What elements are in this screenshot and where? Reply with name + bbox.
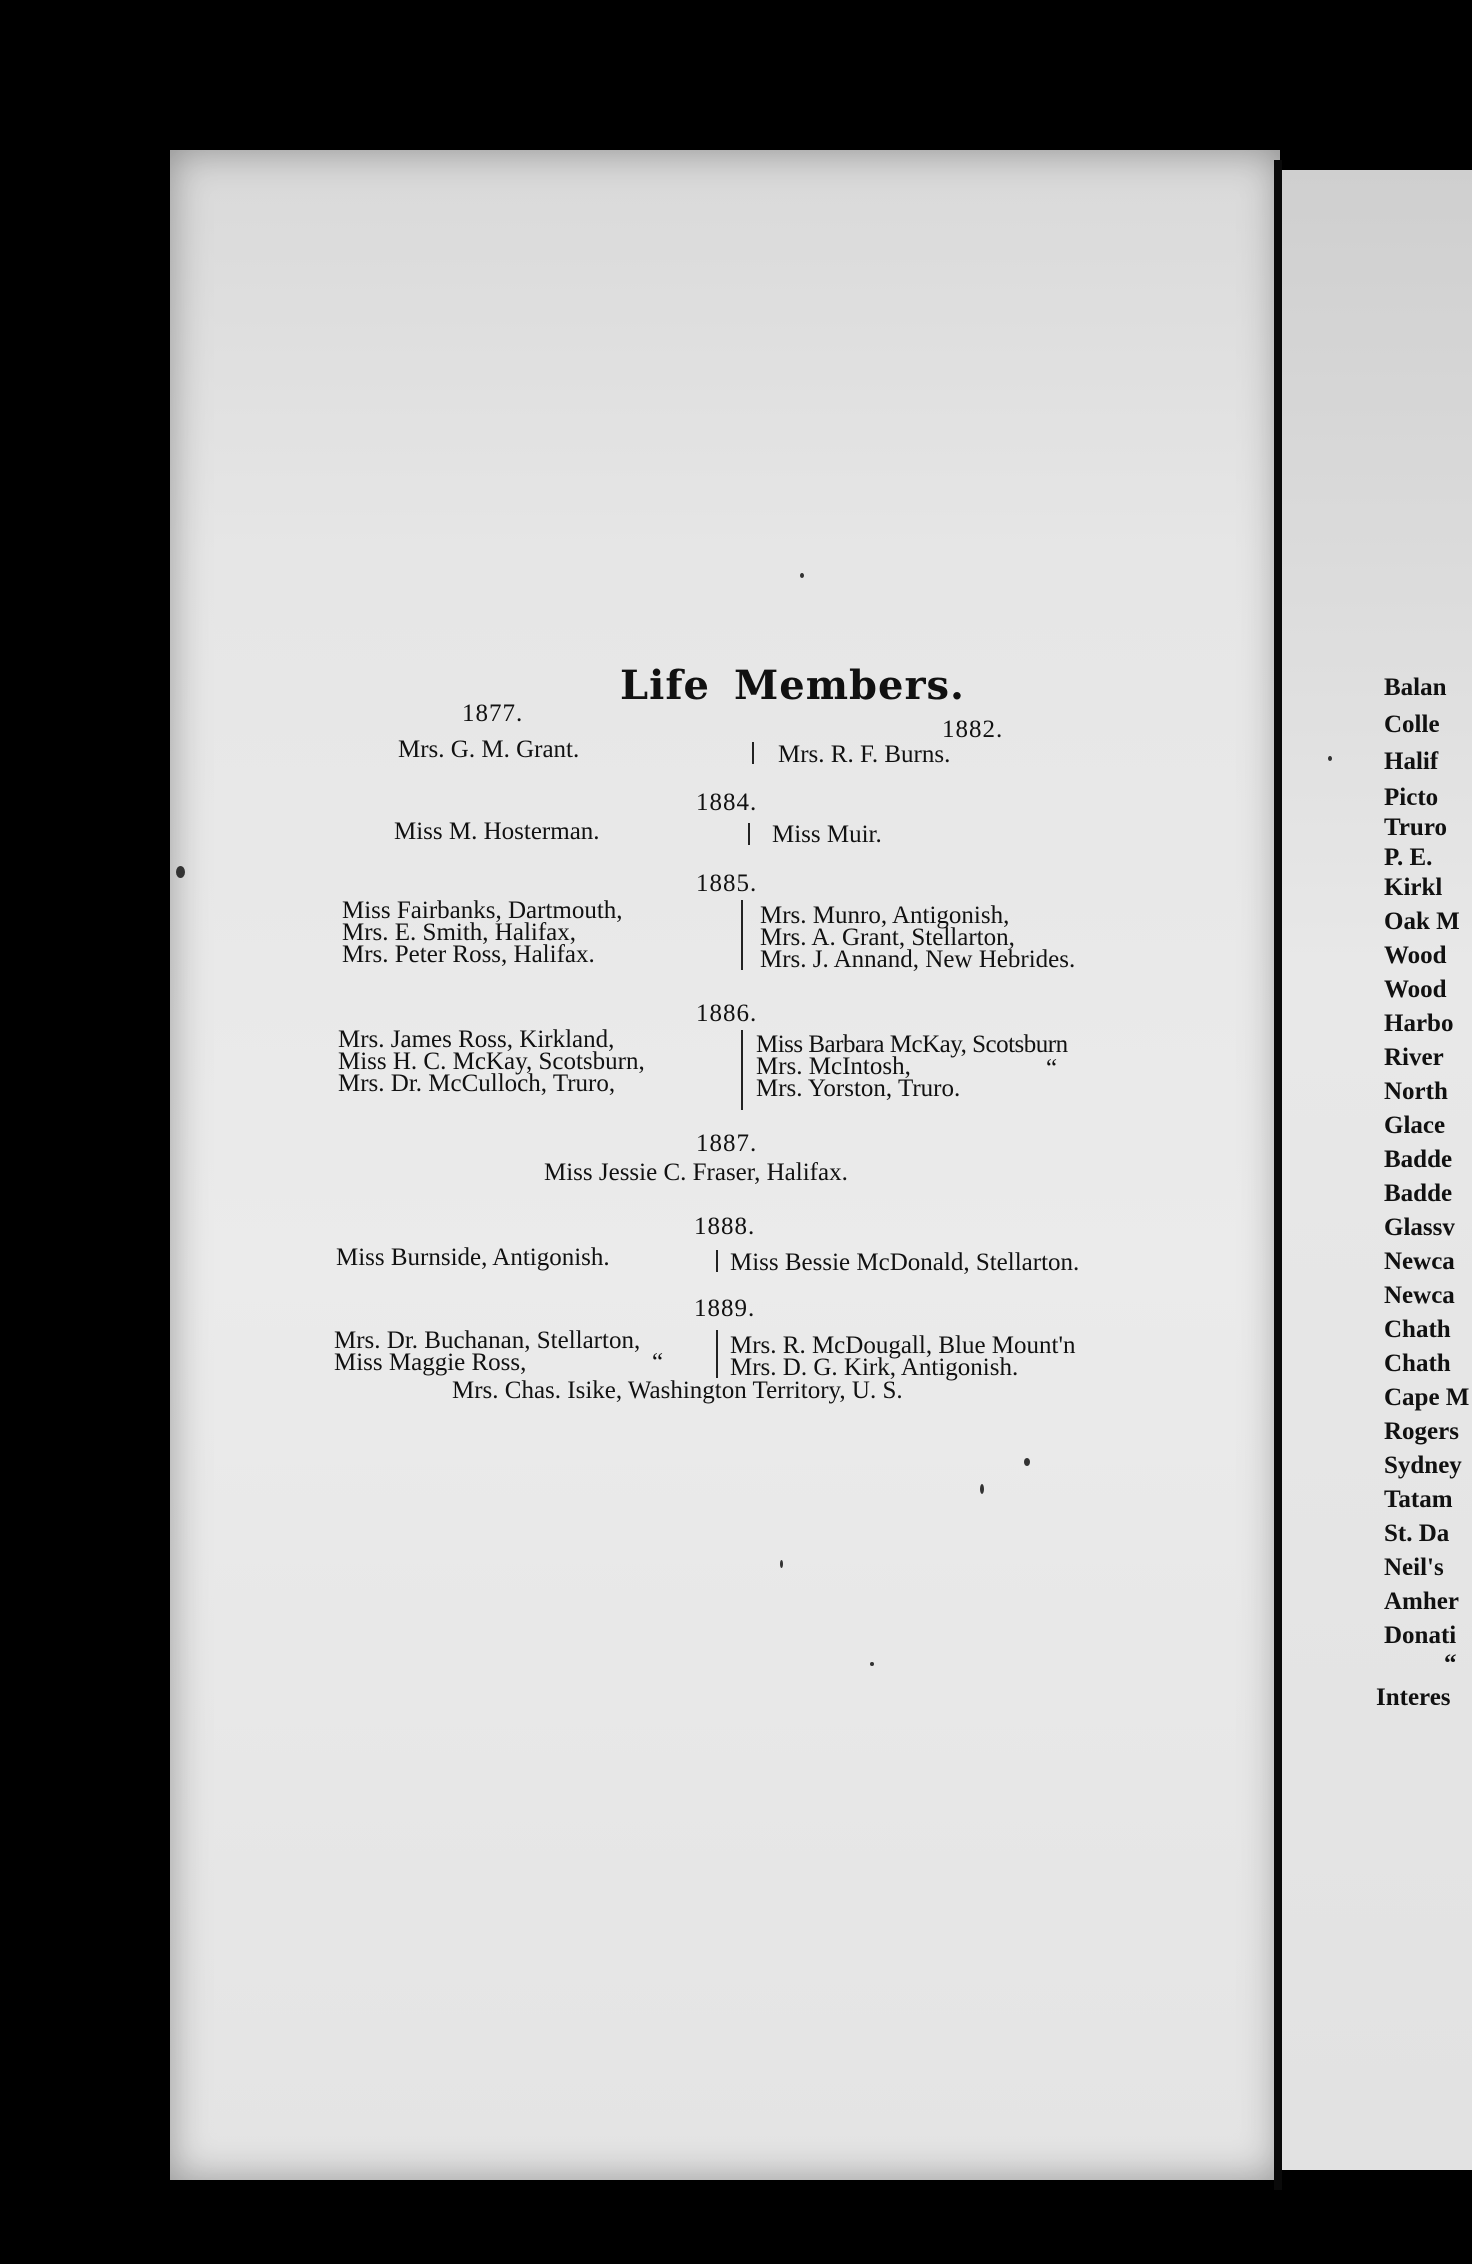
right-page-line: Amher	[1384, 1588, 1459, 1615]
member-1885-right-3: Mrs. J. Annand, New Hebrides.	[760, 946, 1076, 973]
scan-speck	[980, 1484, 984, 1494]
ditto-mark: “	[1046, 1055, 1058, 1082]
right-page-line: Harbo	[1384, 1010, 1454, 1037]
member-1877: Mrs. G. M. Grant.	[398, 736, 580, 763]
scan-speck	[800, 573, 804, 578]
member-1886-left-3: Mrs. Dr. McCulloch, Truro,	[338, 1070, 616, 1097]
scan-speck	[870, 1662, 874, 1666]
year-1884: 1884.	[696, 789, 758, 816]
right-page-line: Sydney	[1384, 1452, 1462, 1479]
member-1885-right-1: Mrs. Munro, Antigonish,	[760, 902, 1010, 929]
column-divider	[716, 1330, 718, 1378]
member-1886-right-3: Mrs. Yorston, Truro.	[756, 1075, 961, 1102]
column-divider	[748, 823, 750, 845]
right-page-line: Newca	[1384, 1248, 1455, 1275]
member-1886-left-2: Miss H. C. McKay, Scotsburn,	[338, 1048, 645, 1075]
right-page-line: Donati	[1384, 1622, 1457, 1649]
member-1884-right: Miss Muir.	[772, 821, 882, 848]
member-1888-left: Miss Burnside, Antigonish.	[336, 1244, 610, 1271]
page-fold	[1274, 160, 1282, 2190]
member-1887: Miss Jessie C. Fraser, Halifax.	[544, 1159, 848, 1186]
scan-speck	[1024, 1458, 1030, 1466]
right-page-line: Newca	[1384, 1282, 1455, 1309]
year-1887: 1887.	[696, 1130, 758, 1157]
title-word-members: Members.	[733, 662, 965, 709]
right-page-line: Interes	[1376, 1684, 1451, 1711]
right-page-line: Halif	[1384, 748, 1439, 775]
right-page-line: Oak M	[1384, 908, 1460, 935]
right-page-line: Kirkl	[1384, 874, 1443, 901]
right-page-line: Neil's	[1384, 1554, 1444, 1581]
right-page-line: Chath	[1384, 1350, 1451, 1377]
right-page-line: P. E.	[1384, 844, 1433, 871]
scan-speck	[780, 1560, 783, 1568]
right-page-line: Badde	[1384, 1180, 1453, 1207]
right-page-line: Wood	[1384, 942, 1447, 969]
column-divider	[752, 742, 754, 764]
right-page-line: Glassv	[1384, 1214, 1455, 1241]
page-title	[620, 662, 965, 709]
right-page-line: Chath	[1384, 1316, 1451, 1343]
year-1888: 1888.	[694, 1213, 756, 1240]
member-1886-left-1: Mrs. James Ross, Kirkland,	[338, 1026, 615, 1053]
scan-speck	[176, 866, 185, 878]
member-1889-left-2: Miss Maggie Ross,	[334, 1349, 527, 1376]
member-1885-left-2: Mrs. E. Smith, Halifax,	[342, 919, 577, 946]
right-page-line: Cape M	[1384, 1384, 1470, 1411]
right-page-line: Badde	[1384, 1146, 1453, 1173]
year-1877: 1877.	[462, 700, 524, 727]
title-word-life: Life	[620, 662, 710, 709]
right-page-line: Truro	[1384, 814, 1447, 841]
right-page-line: Balan	[1384, 674, 1447, 701]
right-page-line: “	[1444, 1650, 1457, 1677]
right-page-line: Wood	[1384, 976, 1447, 1003]
member-1882: Mrs. R. F. Burns.	[778, 741, 951, 768]
member-1889-center: Mrs. Chas. Isike, Washington Territory, U. S.	[452, 1377, 903, 1404]
year-1882: 1882.	[942, 716, 1004, 743]
member-1889-right-1: Mrs. R. McDougall, Blue Mount'n	[730, 1332, 1076, 1359]
member-1885-left-3: Mrs. Peter Ross, Halifax.	[342, 941, 595, 968]
right-page-line: North	[1384, 1078, 1448, 1105]
right-page-line: Picto	[1384, 784, 1439, 811]
right-page-line: Tatam	[1384, 1486, 1453, 1513]
right-page-line: Colle	[1384, 711, 1440, 738]
member-1885-right-2: Mrs. A. Grant, Stellarton,	[760, 924, 1015, 951]
year-1886: 1886.	[696, 1000, 758, 1027]
year-1889: 1889.	[694, 1295, 756, 1322]
member-1885-left-1: Miss Fairbanks, Dartmouth,	[342, 897, 623, 924]
member-1888-right: Miss Bessie McDonald, Stellarton.	[730, 1249, 1080, 1276]
column-divider	[741, 900, 743, 970]
ditto-mark: “	[652, 1349, 664, 1376]
member-1889-right-2: Mrs. D. G. Kirk, Antigonish.	[730, 1354, 1019, 1381]
member-1889-left-1: Mrs. Dr. Buchanan, Stellarton,	[334, 1327, 641, 1354]
right-page-line: Rogers	[1384, 1418, 1459, 1445]
right-page-line: Glace	[1384, 1112, 1446, 1139]
member-1884-left: Miss M. Hosterman.	[394, 818, 600, 845]
scan-speck	[1328, 756, 1332, 761]
right-page-line: St. Da	[1384, 1520, 1450, 1547]
year-1885: 1885.	[696, 870, 758, 897]
member-1886-right-1: Miss Barbara McKay, Scotsburn	[756, 1031, 1068, 1058]
right-page-line: River	[1384, 1044, 1444, 1071]
member-1886-right-2: Mrs. McIntosh,	[756, 1053, 911, 1080]
column-divider	[741, 1030, 743, 1110]
column-divider	[716, 1250, 718, 1272]
